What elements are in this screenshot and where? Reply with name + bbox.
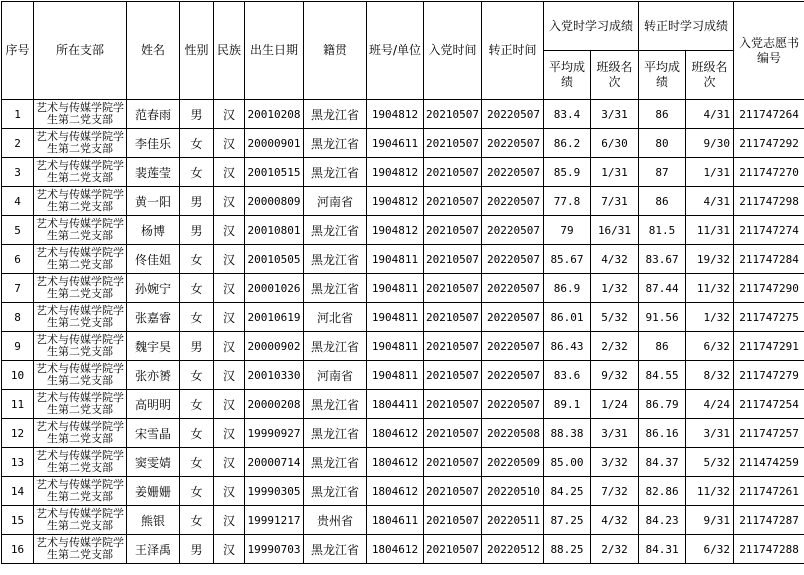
cell-name: 张嘉睿 [127,303,180,332]
cell-birth: 19991217 [245,506,304,535]
cell-application-no: 211747270 [734,158,804,187]
cell-formal-rank: 4/24 [686,390,734,419]
cell-birth: 20010330 [245,361,304,390]
cell-origin: 河南省 [304,361,367,390]
header-formal-avg: 平均成绩 [639,51,686,100]
cell-formal-avg: 86 [639,187,686,216]
cell-join-rank: 7/32 [591,477,639,506]
cell-class-unit: 1904811 [367,361,424,390]
cell-formal-rank: 5/32 [686,448,734,477]
cell-application-no: 211747261 [734,477,804,506]
cell-gender: 男 [180,535,214,564]
cell-origin: 黑龙江省 [304,448,367,477]
cell-join-rank: 2/32 [591,535,639,564]
cell-formal-date: 20220511 [482,506,544,535]
cell-join-date: 20210507 [424,274,482,303]
cell-class-unit: 1904812 [367,216,424,245]
cell-formal-avg: 84.55 [639,361,686,390]
cell-branch: 艺术与传媒学院学生第二党支部 [34,129,127,158]
cell-name: 高明明 [127,390,180,419]
cell-seq: 10 [2,361,34,390]
cell-join-avg: 83.4 [544,100,591,129]
table-row [2,419,804,448]
cell-application-no: 211747284 [734,245,804,274]
cell-origin: 黑龙江省 [304,419,367,448]
cell-branch: 艺术与传媒学院学生第二党支部 [34,100,127,129]
cell-application-no: 211747288 [734,535,804,564]
cell-seq: 12 [2,419,34,448]
cell-gender: 女 [180,245,214,274]
cell-join-rank: 1/31 [591,158,639,187]
cell-formal-avg: 91.56 [639,303,686,332]
cell-formal-date: 20220507 [482,245,544,274]
cell-join-date: 20210507 [424,187,482,216]
cell-birth: 20000208 [245,390,304,419]
table-row [2,274,804,303]
cell-application-no: 211747287 [734,506,804,535]
cell-formal-date: 20220510 [482,477,544,506]
cell-branch: 艺术与传媒学院学生第二党支部 [34,506,127,535]
table-row [2,332,804,361]
cell-join-date: 20210507 [424,332,482,361]
cell-seq: 13 [2,448,34,477]
cell-gender: 男 [180,216,214,245]
cell-ethnicity: 汉 [214,332,245,361]
table-row [2,303,804,332]
cell-class-unit: 1904811 [367,332,424,361]
cell-origin: 黑龙江省 [304,390,367,419]
cell-formal-avg: 84.37 [639,448,686,477]
cell-join-rank: 3/32 [591,448,639,477]
cell-join-avg: 89.1 [544,390,591,419]
table-row [2,535,804,564]
cell-formal-avg: 82.86 [639,477,686,506]
cell-branch: 艺术与传媒学院学生第二党支部 [34,332,127,361]
cell-birth: 20000901 [245,129,304,158]
cell-formal-avg: 87 [639,158,686,187]
cell-gender: 女 [180,448,214,477]
cell-origin: 河南省 [304,187,367,216]
header-join-group: 入党时学习成绩 [544,2,639,51]
header-formal-date: 转正时间 [482,2,544,100]
cell-join-date: 20210507 [424,419,482,448]
cell-branch: 艺术与传媒学院学生第二党支部 [34,477,127,506]
cell-ethnicity: 汉 [214,129,245,158]
cell-application-no: 211747254 [734,390,804,419]
cell-birth: 20010619 [245,303,304,332]
cell-join-rank: 2/32 [591,332,639,361]
cell-formal-rank: 1/32 [686,303,734,332]
cell-ethnicity: 汉 [214,303,245,332]
cell-branch: 艺术与传媒学院学生第二党支部 [34,274,127,303]
cell-join-date: 20210507 [424,448,482,477]
cell-ethnicity: 汉 [214,477,245,506]
cell-seq: 16 [2,535,34,564]
cell-join-avg: 88.25 [544,535,591,564]
cell-formal-rank: 8/32 [686,361,734,390]
cell-origin: 河北省 [304,303,367,332]
header-formal-group: 转正时学习成绩 [639,2,734,51]
cell-seq: 14 [2,477,34,506]
cell-name: 黄一阳 [127,187,180,216]
cell-join-rank: 6/30 [591,129,639,158]
cell-join-avg: 86.01 [544,303,591,332]
cell-gender: 男 [180,187,214,216]
cell-ethnicity: 汉 [214,187,245,216]
cell-birth: 20001026 [245,274,304,303]
cell-gender: 女 [180,419,214,448]
cell-name: 裴莲莹 [127,158,180,187]
cell-formal-rank: 6/32 [686,332,734,361]
cell-join-date: 20210507 [424,216,482,245]
cell-formal-avg: 86.79 [639,390,686,419]
cell-join-rank: 4/32 [591,506,639,535]
table-row [2,158,804,187]
cell-join-rank: 3/31 [591,100,639,129]
cell-origin: 黑龙江省 [304,535,367,564]
cell-formal-avg: 83.67 [639,245,686,274]
cell-application-no: 211474259 [734,448,804,477]
cell-join-avg: 86.9 [544,274,591,303]
cell-application-no: 211747298 [734,187,804,216]
cell-birth: 20010801 [245,216,304,245]
cell-application-no: 211747291 [734,332,804,361]
cell-formal-date: 20220507 [482,361,544,390]
cell-class-unit: 1804611 [367,506,424,535]
cell-birth: 19990703 [245,535,304,564]
cell-application-no: 211747290 [734,274,804,303]
cell-join-date: 20210507 [424,477,482,506]
cell-branch: 艺术与传媒学院学生第二党支部 [34,187,127,216]
cell-name: 孙婉宁 [127,274,180,303]
cell-formal-rank: 11/31 [686,216,734,245]
cell-ethnicity: 汉 [214,245,245,274]
header-name: 姓名 [127,2,180,100]
cell-birth: 19990927 [245,419,304,448]
table-body [2,100,804,564]
cell-join-avg: 85.67 [544,245,591,274]
cell-join-avg: 86.2 [544,129,591,158]
cell-join-date: 20210507 [424,100,482,129]
cell-branch: 艺术与传媒学院学生第二党支部 [34,390,127,419]
header-gender: 性别 [180,2,214,100]
cell-formal-avg: 86 [639,100,686,129]
cell-gender: 女 [180,390,214,419]
header-formal-rank: 班级名次 [686,51,734,100]
cell-name: 熊银 [127,506,180,535]
cell-seq: 5 [2,216,34,245]
cell-gender: 女 [180,274,214,303]
cell-birth: 20010515 [245,158,304,187]
cell-formal-avg: 81.5 [639,216,686,245]
cell-class-unit: 1904611 [367,129,424,158]
cell-join-rank: 1/32 [591,274,639,303]
cell-origin: 黑龙江省 [304,245,367,274]
cell-branch: 艺术与传媒学院学生第二党支部 [34,158,127,187]
header-birth: 出生日期 [245,2,304,100]
cell-seq: 9 [2,332,34,361]
table-row [2,100,804,129]
cell-name: 王泽禹 [127,535,180,564]
cell-class-unit: 1904811 [367,303,424,332]
cell-ethnicity: 汉 [214,274,245,303]
cell-name: 杨博 [127,216,180,245]
cell-formal-rank: 9/31 [686,506,734,535]
cell-seq: 1 [2,100,34,129]
cell-seq: 6 [2,245,34,274]
cell-application-no: 211747279 [734,361,804,390]
cell-ethnicity: 汉 [214,535,245,564]
cell-application-no: 211747292 [734,129,804,158]
cell-gender: 女 [180,129,214,158]
cell-join-rank: 4/32 [591,245,639,274]
cell-join-avg: 86.43 [544,332,591,361]
cell-ethnicity: 汉 [214,506,245,535]
header-class-unit: 班号/单位 [367,2,424,100]
cell-formal-date: 20220507 [482,158,544,187]
table-row [2,477,804,506]
cell-join-date: 20210507 [424,129,482,158]
cell-origin: 黑龙江省 [304,158,367,187]
cell-formal-date: 20220507 [482,274,544,303]
cell-seq: 7 [2,274,34,303]
cell-class-unit: 1904812 [367,187,424,216]
table-row [2,216,804,245]
cell-branch: 艺术与传媒学院学生第二党支部 [34,419,127,448]
cell-branch: 艺术与传媒学院学生第二党支部 [34,303,127,332]
cell-gender: 女 [180,303,214,332]
cell-join-avg: 83.6 [544,361,591,390]
cell-join-rank: 16/31 [591,216,639,245]
cell-application-no: 211747274 [734,216,804,245]
header-join-rank: 班级名次 [591,51,639,100]
cell-join-date: 20210507 [424,390,482,419]
cell-join-date: 20210507 [424,361,482,390]
cell-seq: 8 [2,303,34,332]
cell-birth: 20010208 [245,100,304,129]
cell-seq: 3 [2,158,34,187]
cell-ethnicity: 汉 [214,361,245,390]
cell-join-date: 20210507 [424,303,482,332]
cell-formal-rank: 4/31 [686,187,734,216]
cell-branch: 艺术与传媒学院学生第二党支部 [34,448,127,477]
cell-gender: 男 [180,332,214,361]
header-seq: 序号 [2,2,34,100]
cell-origin: 黑龙江省 [304,332,367,361]
table-row [2,129,804,158]
cell-formal-rank: 1/31 [686,158,734,187]
cell-join-avg: 85.00 [544,448,591,477]
table-row [2,506,804,535]
cell-class-unit: 1804612 [367,535,424,564]
cell-formal-avg: 80 [639,129,686,158]
cell-application-no: 211747275 [734,303,804,332]
cell-class-unit: 1904811 [367,245,424,274]
cell-seq: 4 [2,187,34,216]
cell-formal-date: 20220507 [482,216,544,245]
cell-gender: 女 [180,158,214,187]
cell-formal-rank: 11/32 [686,477,734,506]
cell-class-unit: 1904811 [367,274,424,303]
cell-seq: 15 [2,506,34,535]
cell-origin: 黑龙江省 [304,477,367,506]
cell-join-date: 20210507 [424,506,482,535]
cell-ethnicity: 汉 [214,158,245,187]
cell-application-no: 211747257 [734,419,804,448]
cell-join-rank: 3/31 [591,419,639,448]
cell-ethnicity: 汉 [214,216,245,245]
cell-formal-date: 20220507 [482,332,544,361]
party-member-table [1,1,804,564]
cell-join-rank: 7/31 [591,187,639,216]
cell-formal-rank: 9/30 [686,129,734,158]
cell-join-avg: 79 [544,216,591,245]
table-row [2,390,804,419]
cell-formal-rank: 3/31 [686,419,734,448]
cell-birth: 20010505 [245,245,304,274]
cell-name: 窦雯婧 [127,448,180,477]
cell-formal-date: 20220507 [482,390,544,419]
table-row [2,361,804,390]
cell-formal-avg: 86.16 [639,419,686,448]
cell-class-unit: 1804612 [367,477,424,506]
cell-ethnicity: 汉 [214,448,245,477]
cell-class-unit: 1804411 [367,390,424,419]
cell-birth: 20000902 [245,332,304,361]
cell-origin: 贵州省 [304,506,367,535]
cell-ethnicity: 汉 [214,100,245,129]
header-join-avg: 平均成绩 [544,51,591,100]
cell-join-date: 20210507 [424,535,482,564]
cell-join-avg: 84.25 [544,477,591,506]
cell-formal-rank: 4/31 [686,100,734,129]
cell-formal-date: 20220509 [482,448,544,477]
cell-application-no: 211747264 [734,100,804,129]
cell-name: 姜姗姗 [127,477,180,506]
cell-join-avg: 77.8 [544,187,591,216]
cell-branch: 艺术与传媒学院学生第二党支部 [34,216,127,245]
cell-join-avg: 88.38 [544,419,591,448]
cell-class-unit: 1804612 [367,419,424,448]
cell-birth: 20000714 [245,448,304,477]
cell-ethnicity: 汉 [214,390,245,419]
cell-seq: 11 [2,390,34,419]
cell-formal-date: 20220507 [482,303,544,332]
cell-gender: 女 [180,477,214,506]
cell-join-rank: 5/32 [591,303,639,332]
header-ethnicity: 民族 [214,2,245,100]
cell-class-unit: 1804612 [367,448,424,477]
cell-class-unit: 1904812 [367,100,424,129]
cell-formal-avg: 86 [639,332,686,361]
cell-formal-rank: 11/32 [686,274,734,303]
cell-join-avg: 87.25 [544,506,591,535]
cell-origin: 黑龙江省 [304,129,367,158]
cell-branch: 艺术与传媒学院学生第二党支部 [34,535,127,564]
cell-formal-avg: 84.23 [639,506,686,535]
cell-formal-avg: 84.31 [639,535,686,564]
cell-gender: 女 [180,506,214,535]
cell-formal-avg: 87.44 [639,274,686,303]
cell-branch: 艺术与传媒学院学生第二党支部 [34,245,127,274]
cell-formal-date: 20220507 [482,100,544,129]
header-application-no: 入党志愿书编号 [734,2,804,100]
table-row [2,187,804,216]
header-join-date: 入党时间 [424,2,482,100]
cell-join-rank: 9/32 [591,361,639,390]
cell-formal-rank: 6/32 [686,535,734,564]
cell-formal-date: 20220512 [482,535,544,564]
cell-formal-rank: 19/32 [686,245,734,274]
cell-gender: 女 [180,361,214,390]
cell-branch: 艺术与传媒学院学生第二党支部 [34,361,127,390]
table-row [2,448,804,477]
cell-join-date: 20210507 [424,158,482,187]
cell-name: 佟佳姐 [127,245,180,274]
cell-join-avg: 85.9 [544,158,591,187]
cell-origin: 黑龙江省 [304,100,367,129]
header-origin: 籍贯 [304,2,367,100]
cell-formal-date: 20220508 [482,419,544,448]
cell-join-date: 20210507 [424,245,482,274]
header-branch: 所在支部 [34,2,127,100]
cell-class-unit: 1904812 [367,158,424,187]
cell-origin: 黑龙江省 [304,274,367,303]
cell-formal-date: 20220507 [482,129,544,158]
cell-gender: 男 [180,100,214,129]
cell-name: 范春雨 [127,100,180,129]
table-row [2,245,804,274]
cell-seq: 2 [2,129,34,158]
cell-origin: 黑龙江省 [304,216,367,245]
cell-birth: 20000809 [245,187,304,216]
cell-join-rank: 1/24 [591,390,639,419]
cell-ethnicity: 汉 [214,419,245,448]
cell-name: 宋雪晶 [127,419,180,448]
cell-birth: 19990305 [245,477,304,506]
cell-name: 张亦赟 [127,361,180,390]
cell-name: 李佳乐 [127,129,180,158]
cell-name: 魏宇昊 [127,332,180,361]
cell-formal-date: 20220507 [482,187,544,216]
